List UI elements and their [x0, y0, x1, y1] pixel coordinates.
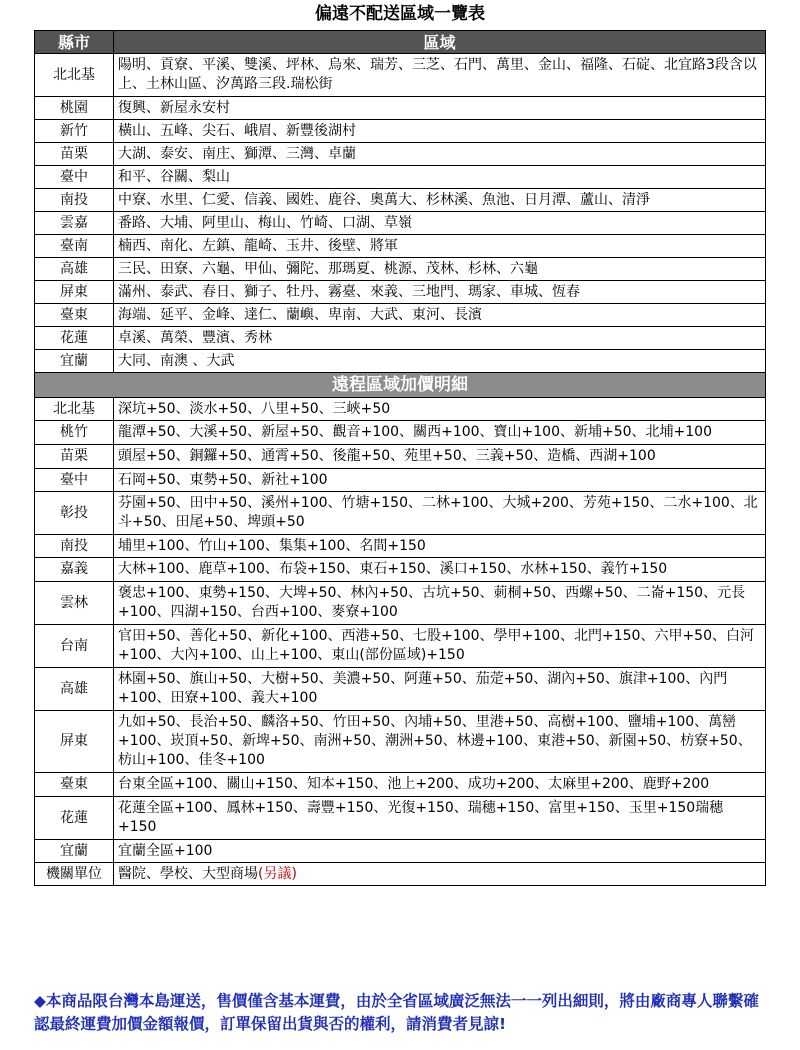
area-cell: 復興、新屋永安村: [114, 97, 766, 120]
surcharge-row: [35, 421, 766, 445]
area-cell: 芬園+50、田中+50、溪州+100、竹塘+150、二林+100、大城+200、芳苑+150、二水+100、北斗+50、田尾+50、埤頭+50: [114, 492, 766, 535]
city-cell: 嘉義: [35, 558, 114, 582]
no-delivery-row: [35, 235, 766, 258]
city-cell: 苗栗: [35, 445, 114, 469]
surcharge-header-row: [35, 373, 766, 398]
city-cell: 機關單位: [35, 863, 114, 886]
city-cell: 苗栗: [35, 143, 114, 166]
city-cell: 宜蘭: [35, 840, 114, 863]
no-delivery-row: [35, 212, 766, 235]
area-cell: 官田+50、善化+50、新化+100、西港+50、七股+100、學甲+100、北門+150、六甲+50、白河+100、大內+100、山上+100、東山(部份區域)+150: [114, 625, 766, 668]
header-city: 縣市: [35, 31, 114, 54]
no-delivery-row: [35, 350, 766, 373]
surcharge-row: [35, 668, 766, 711]
no-delivery-row: [35, 143, 766, 166]
city-cell: 臺東: [35, 773, 114, 797]
city-cell: 花蓮: [35, 327, 114, 350]
area-cell: [114, 863, 766, 886]
area-cell: 石岡+50、東勢+50、新社+100: [114, 469, 766, 492]
surcharge-header: 遠程區域加價明細: [35, 373, 766, 398]
institution-areas: 醫院、學校、大型商場: [118, 865, 258, 882]
area-cell: 九如+50、長治+50、麟洛+50、竹田+50、內埔+50、里港+50、高樹+100、鹽埔+100、萬巒+100、崁頂+50、新埤+50、南洲+50、潮洲+50、林邊+100、東港+50、新園+50、枋寮+50、枋山+100、佳冬+100: [114, 711, 766, 773]
area-cell: 和平、谷關、梨山: [114, 166, 766, 189]
surcharge-row: [35, 840, 766, 863]
page-title: 偏遠不配送區域一覽表: [315, 4, 485, 24]
city-cell: 臺南: [35, 235, 114, 258]
city-cell: 雲林: [35, 582, 114, 625]
city-cell: 桃竹: [35, 421, 114, 445]
surcharge-row: [35, 773, 766, 797]
city-cell: 南投: [35, 189, 114, 212]
no-delivery-row: [35, 166, 766, 189]
no-delivery-row: [35, 281, 766, 304]
surcharge-row: [35, 711, 766, 773]
city-cell: 高雄: [35, 668, 114, 711]
no-delivery-row: [35, 54, 766, 97]
no-delivery-row: [35, 258, 766, 281]
shipping-notice: ◆本商品限台灣本島運送，售價僅含基本運費，由於全省區域廣泛無法一一列出細則，將由廠商專人聯繫確認最終運費加價金額報價，訂單保留出貨與否的權利，請消費者見諒!: [34, 992, 759, 1033]
area-cell: 頭屋+50、銅鑼+50、通霄+50、後龍+50、苑里+50、三義+50、造橋、西湖+100: [114, 445, 766, 469]
area-cell: 三民、田寮、六龜、甲仙、彌陀、那瑪夏、桃源、茂林、杉林、六龜: [114, 258, 766, 281]
no-delivery-row: [35, 120, 766, 143]
city-cell: 臺中: [35, 469, 114, 492]
area-cell: 花蓮全區+100、鳳林+150、壽豐+150、光復+150、瑞穗+150、富里+150、玉里+150瑞穗+150: [114, 797, 766, 840]
surcharge-row: [35, 445, 766, 469]
no-delivery-row: [35, 327, 766, 350]
area-cell: 中寮、水里、仁愛、信義、國姓、鹿谷、奧萬大、杉林溪、魚池、日月潭、蘆山、清淨: [114, 189, 766, 212]
city-cell: 臺中: [35, 166, 114, 189]
area-cell: 陽明、貢寮、平溪、雙溪、坪林、烏來、瑞芳、三芝、石門、萬里、金山、福隆、石碇、北宜路3段含以上、土林山區、汐萬路三段.瑞松街: [114, 54, 766, 97]
city-cell: 花蓮: [35, 797, 114, 840]
city-cell: 台南: [35, 625, 114, 668]
city-cell: 雲嘉: [35, 212, 114, 235]
city-cell: 北北基: [35, 54, 114, 97]
area-cell: 卓溪、萬榮、豐濱、秀林: [114, 327, 766, 350]
area-cell: 宜蘭全區+100: [114, 840, 766, 863]
city-cell: 宜蘭: [35, 350, 114, 373]
area-cell: 褒忠+100、東勢+150、大埤+50、林內+50、古坑+50、莿桐+50、西螺+50、二崙+150、元長+100、四湖+150、台西+100、麥寮+100: [114, 582, 766, 625]
area-cell: 深坑+50、淡水+50、八里+50、三峽+50: [114, 398, 766, 421]
surcharge-row: [35, 469, 766, 492]
area-cell: 大同、南澳 、大武: [114, 350, 766, 373]
area-cell: 滿州、泰武、春日、獅子、牡丹、霧臺、來義、三地門、瑪家、車城、恆春: [114, 281, 766, 304]
area-cell: 橫山、五峰、尖石、峨眉、新豐後湖村: [114, 120, 766, 143]
institution-note: (另議): [258, 865, 297, 882]
surcharge-row: [35, 625, 766, 668]
city-cell: 南投: [35, 535, 114, 558]
surcharge-row: [35, 398, 766, 421]
surcharge-row: [35, 492, 766, 535]
city-cell: 彰投: [35, 492, 114, 535]
city-cell: 新竹: [35, 120, 114, 143]
surcharge-row: [35, 535, 766, 558]
table-body: [35, 31, 766, 886]
city-cell: 屏東: [35, 711, 114, 773]
area-cell: 大湖、泰安、南庄、獅潭、三灣、卓蘭: [114, 143, 766, 166]
area-cell: 楠西、南化、左鎮、龍崎、玉井、後壁、將軍: [114, 235, 766, 258]
no-delivery-row: [35, 97, 766, 120]
city-cell: 桃園: [35, 97, 114, 120]
city-cell: 屏東: [35, 281, 114, 304]
area-cell: 埔里+100、竹山+100、集集+100、名間+150: [114, 535, 766, 558]
no-delivery-row: [35, 189, 766, 212]
city-cell: 北北基: [35, 398, 114, 421]
area-cell: 龍潭+50、大溪+50、新屋+50、觀音+100、關西+100、寶山+100、新埔+50、北埔+100: [114, 421, 766, 445]
institution-row: [35, 863, 766, 886]
city-cell: 臺東: [35, 304, 114, 327]
area-cell: 林園+50、旗山+50、大樹+50、美濃+50、阿蓮+50、茄萣+50、湖內+50、旗津+100、內門+100、田寮+100、義大+100: [114, 668, 766, 711]
surcharge-row: [35, 582, 766, 625]
area-cell: 台東全區+100、關山+150、知本+150、池上+200、成功+200、太麻里+200、鹿野+200: [114, 773, 766, 797]
delivery-table: [34, 30, 766, 886]
header-region: 區域: [114, 31, 766, 54]
surcharge-row: [35, 797, 766, 840]
table-header-row: [35, 31, 766, 54]
city-cell: 高雄: [35, 258, 114, 281]
surcharge-row: [35, 558, 766, 582]
area-cell: 大林+100、鹿草+100、布袋+150、東石+150、溪口+150、水林+150、義竹+150: [114, 558, 766, 582]
area-cell: 番路、大埔、阿里山、梅山、竹崎、口湖、草嶺: [114, 212, 766, 235]
no-delivery-row: [35, 304, 766, 327]
area-cell: 海端、延平、金峰、達仁、蘭嶼、卑南、大武、東河、長濱: [114, 304, 766, 327]
